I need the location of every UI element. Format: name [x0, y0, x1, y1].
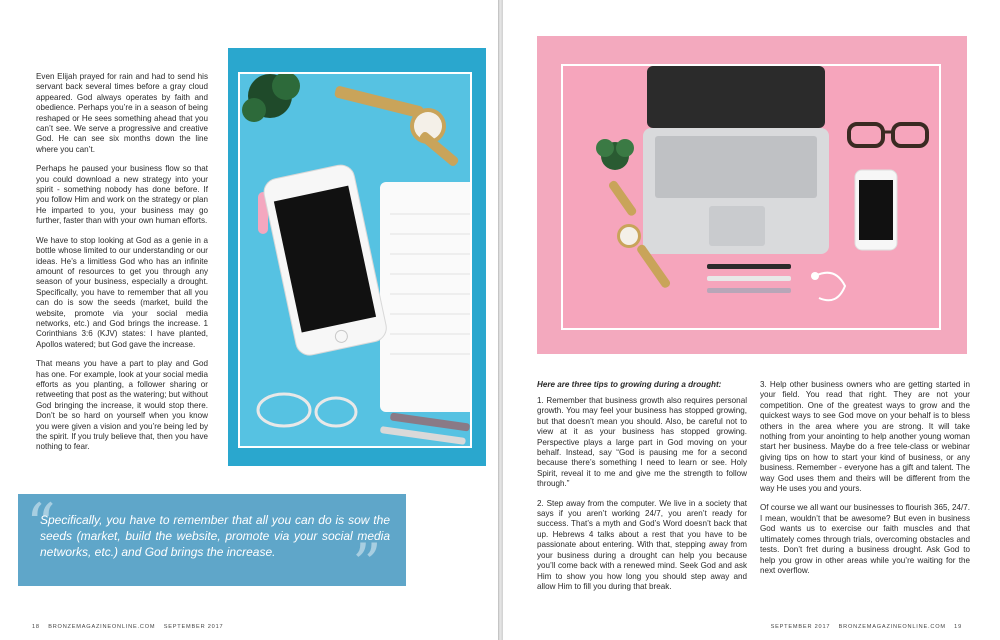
pull-quote-text: Specifically, you have to remember that all you can do is sow the seeds (market, build the website, promote via your social media networks, etc.) and God brings the increase. — [40, 513, 390, 559]
page-footer-left — [32, 624, 229, 630]
flatlay-photo-laptop — [561, 64, 941, 330]
right-page — [503, 0, 1000, 640]
footer-site: BRONZEMAGAZINEONLINE.COM — [48, 624, 156, 630]
page-number: 19 — [954, 624, 962, 630]
footer-issue: SEPTEMBER 2017 — [770, 624, 831, 630]
article-column-2 — [760, 380, 970, 585]
close-quote-icon: ” — [352, 531, 382, 599]
tip-paragraph: 2. Step away from the computer. We live in a society that says if you aren’t working 24/7, you aren’t ready for success. That’s a myth and God’s Word doesn’t back that up. Hebrews 4 talks about a rest that you have to be passionate about entering. With that, stepping away from your business during a drought can help you because you’ll come back with a renewed mind. Seek God and ask Him to show you how long you should step away and allow Him to fill you during that break. — [537, 498, 747, 591]
tips-heading: Here are three tips to growing during a drought: — [537, 380, 722, 389]
paragraph: Even Elijah prayed for rain and had to send his servant back several times before a gray cloud appeared. God always operates by faith and obedience. Perhaps you’re in a season of being reshaped or He sees something ahead that you can’t see. We serve a progressive and creative God. He can see six months down the line where you can’t. — [36, 72, 208, 154]
flatlay-photo-phone-notebook — [238, 72, 472, 448]
footer-site: BRONZEMAGAZINEONLINE.COM — [838, 624, 946, 630]
left-article-column — [36, 72, 208, 462]
page-footer-right — [771, 624, 968, 630]
pen-icon — [707, 264, 791, 269]
pull-quote — [18, 491, 406, 599]
smartphone-icon — [855, 170, 897, 250]
paragraph: We have to stop looking at God as a genie in a bottle whose limited to our understanding or our ideas. He’s a limitless God who has an infinite amount of resources to get you through any season of your business, especially a drought. Specifically, you have to remember that all you can do is sow the seeds (market, build the website, promote via your social media networks, etc.) and God brings the increase. 1 Corinthians 3:6 (KJV) states: I have planted, Apollos watered; but God gave the increase. — [36, 235, 208, 349]
pen-icon — [707, 276, 791, 281]
flatlay-illustration — [563, 66, 939, 328]
photo-frame-pink — [537, 36, 967, 354]
open-quote-icon: “ — [26, 491, 56, 559]
closing-paragraph: Of course we all want our businesses to flourish 365, 24/7. I mean, wouldn’t that be awesome? But even in business God wants us to exercise our faith muscles and that ultimately comes through trials, overcoming obstacles and tests. Don’t fret during a business drought. Ask God to help you grow in other areas while you’re waiting for the next overflow. — [760, 503, 970, 575]
tip-paragraph: 3. Help other business owners who are getting started in your field. You read that right. They are not your competition. One of the greatest ways to grow and the quickest ways to see God move on your behalf is to bless others in the area where you are strong. It will take nothing from your anointing to help another young woman start her business. Maybe do a free tele-class or webinar giving tips on how to start your kind of business, or any business. Remember - everyone has a gift and talent. The way God uses them and theirs will be different from the way He uses you and yours. — [760, 380, 970, 494]
photo-frame-blue — [228, 48, 486, 466]
left-page — [0, 0, 498, 640]
paragraph: That means you have a part to play and God has one. For example, look at your social media efforts as you planting, a follower sharing or retweeting that post as the watering; but without God bringing the increase, it would stop there. Don’t be so hard on yourself when you know you were given a vision and you’re being led by the spirit. If you truly believe that, then you have nothing to fear. — [36, 359, 208, 452]
laptop-icon — [643, 66, 829, 254]
paragraph: Perhaps he paused your business flow so that you could download a new strategy into your spirit - something nobody has done before. If you follow Him and work on the strategy or plan He imparted to you, your business may go further, faster than with your own human efforts. — [36, 164, 208, 226]
footer-issue: SEPTEMBER 2017 — [163, 624, 224, 630]
tip-paragraph: 1. Remember that business growth also requires personal growth. You may feel your business has stopped growing, but that doesn’t mean you should. Also, be careful not to view at it as your business has stopped growing. Perspective plays a large part in God moving on your behalf. Instead, say “God is pausing me for a second because there’s something I need to learn or see. Holy Spirit, reveal it to me and give me the strength to follow through.” — [537, 396, 747, 489]
notebook-icon — [380, 182, 470, 412]
article-column-1 — [537, 380, 747, 601]
flatlay-illustration — [240, 74, 470, 446]
pen-icon — [707, 288, 791, 293]
page-number: 18 — [32, 624, 40, 630]
